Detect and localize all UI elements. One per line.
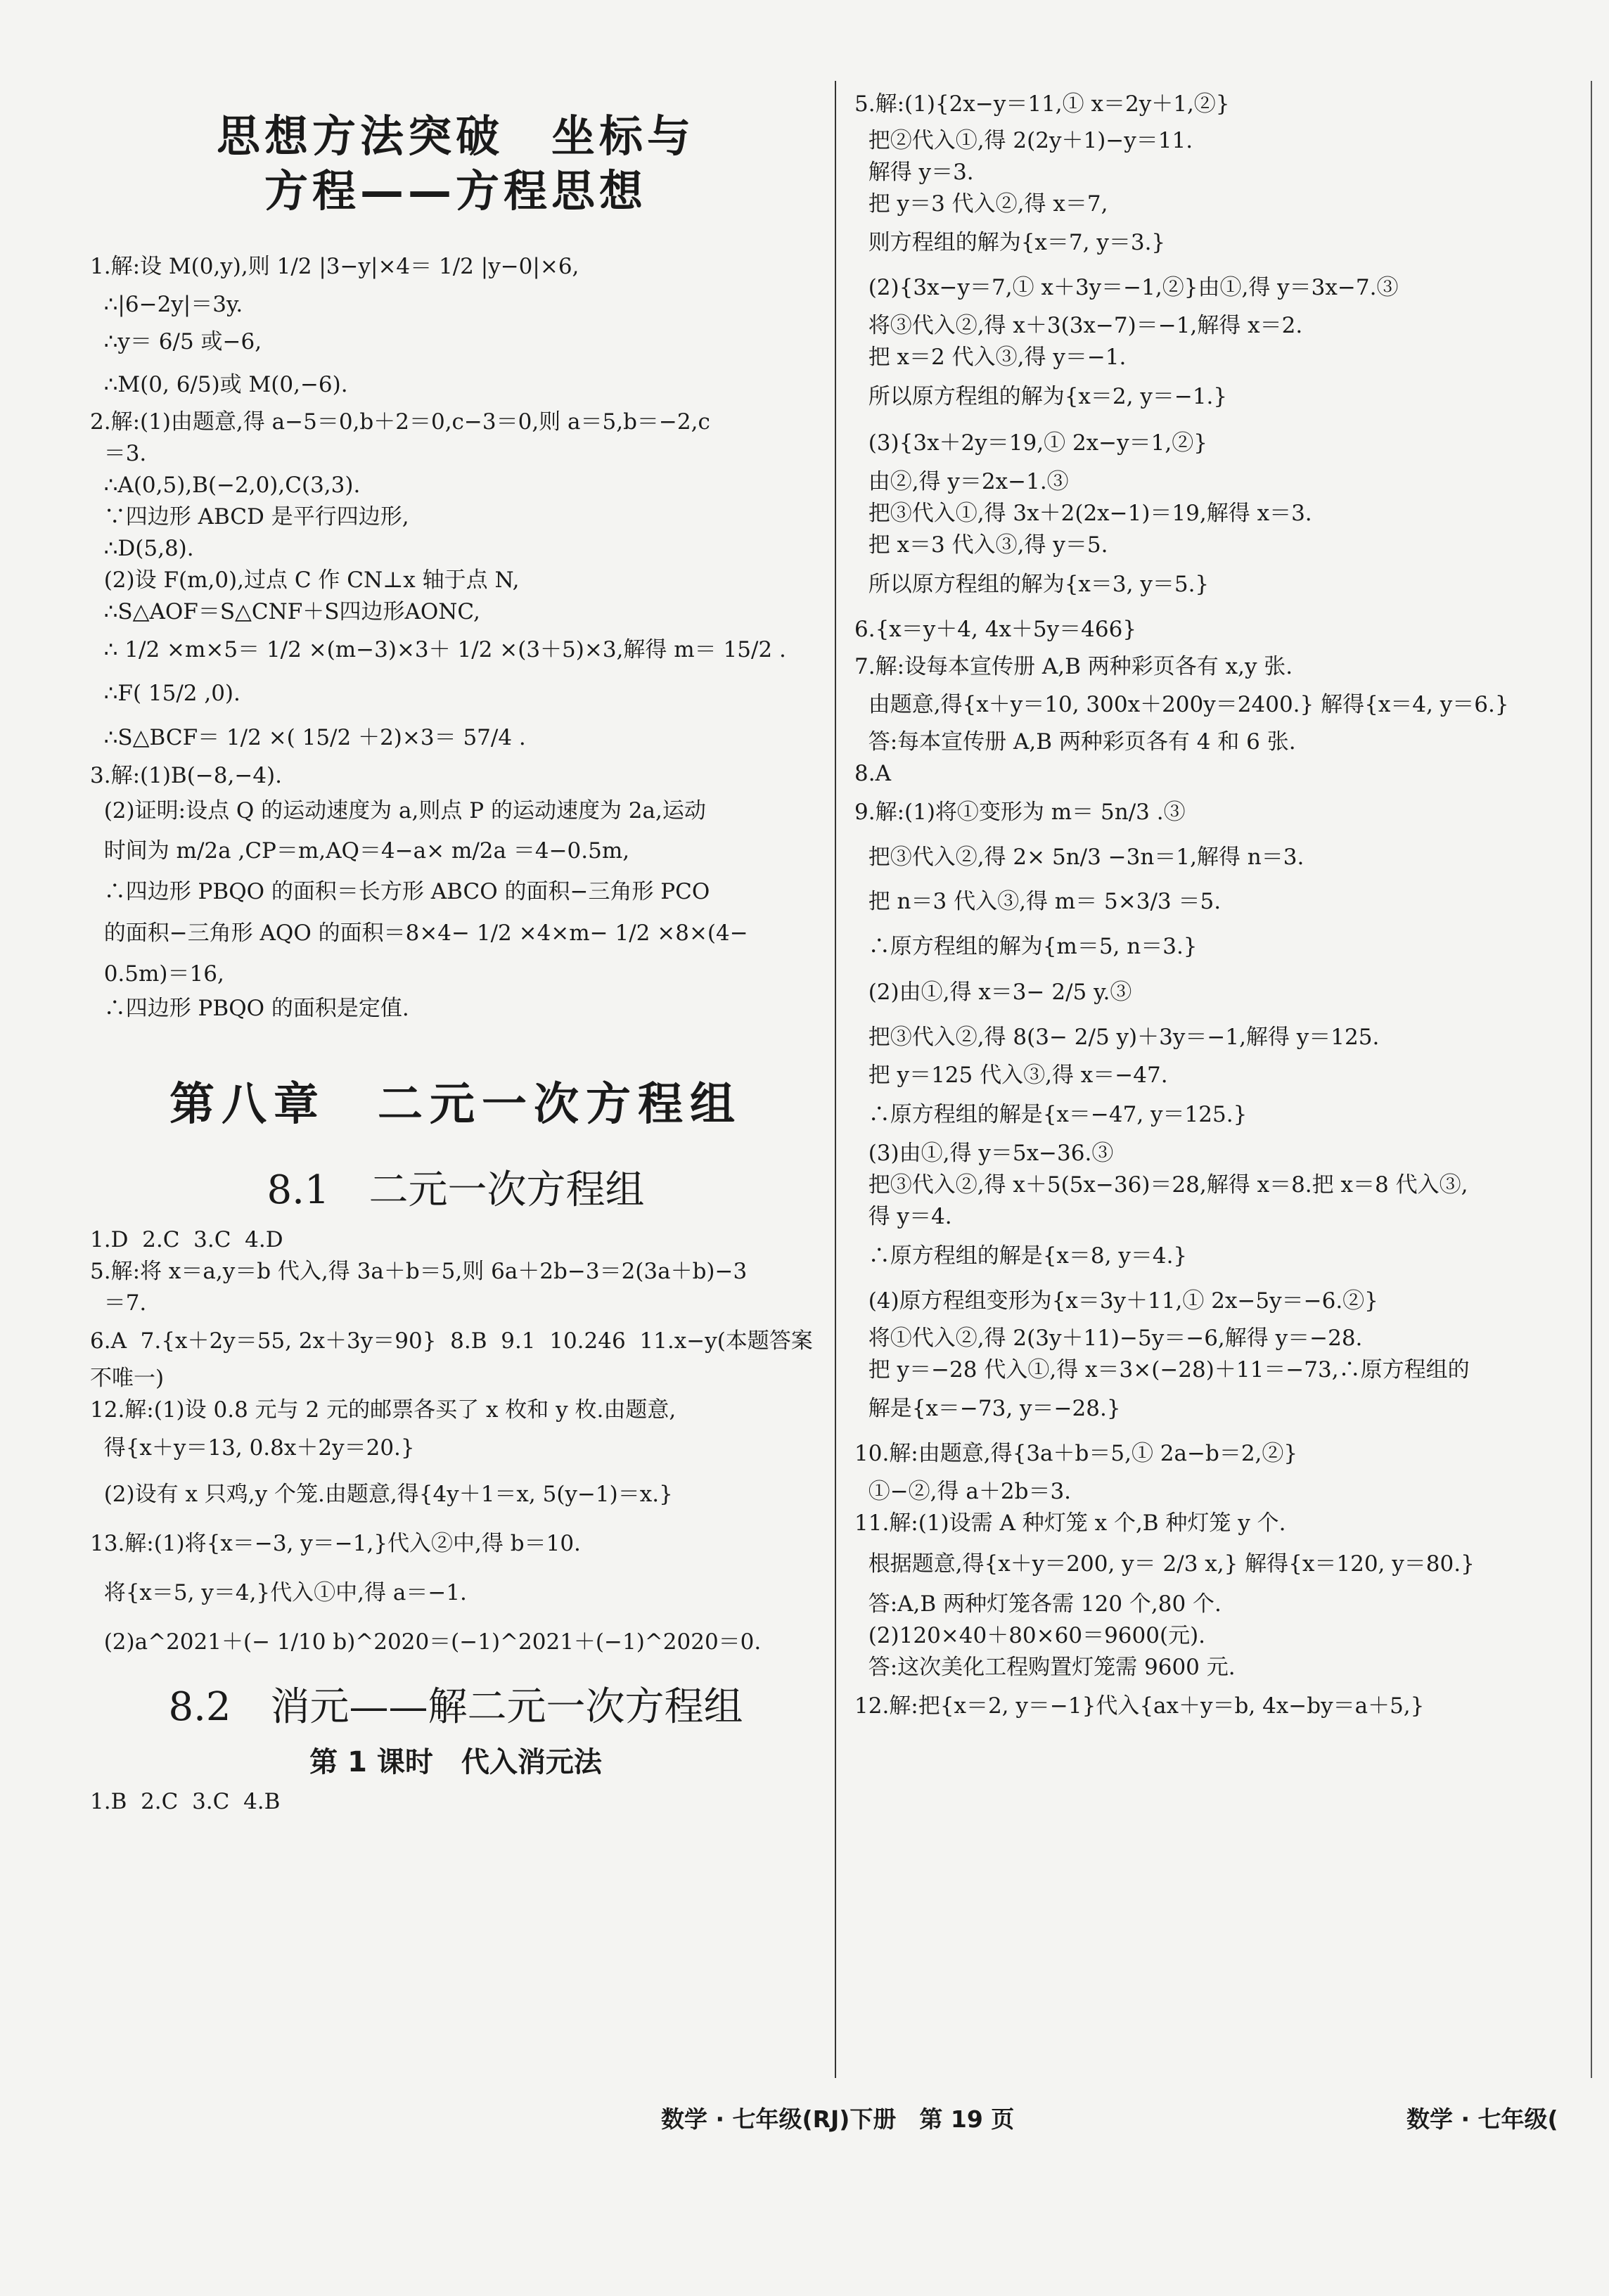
section-title-line2: 方程——方程思想 — [264, 165, 647, 217]
text-line: (3){3x＋2y＝19,① 2x−y＝1,②} — [854, 430, 1207, 456]
section-8-2-title: 8.2 消元——解二元一次方程组 — [168, 1684, 743, 1730]
text-line: 所以原方程组的解为{x＝2, y＝−1.} — [854, 384, 1228, 409]
text-line: 0.5m)＝16, — [90, 961, 224, 987]
text-line: (2){3x−y＝7,① x＋3y＝−1,②}由①,得 y＝3x−7.③ — [854, 275, 1399, 300]
text-line: 所以原方程组的解为{x＝3, y＝5.} — [854, 572, 1210, 597]
text-line: ∴F( 15/2 ,0). — [90, 681, 241, 706]
text-line: 把 y＝3 代入②,得 x＝7, — [854, 191, 1108, 217]
chapter-title: 第八章 二元一次方程组 — [169, 1079, 742, 1131]
text-line: 解得 y＝3. — [854, 160, 974, 185]
text-line: ∴原方程组的解是{x＝−47, y＝125.} — [854, 1102, 1248, 1127]
text-line: 12.解:(1)设 0.8 元与 2 元的邮票各买了 x 枚和 y 枚.由题意, — [90, 1397, 677, 1423]
text-line: ∴S△BCF＝ 1/2 ×( 15/2 ＋2)×3＝ 57/4 . — [90, 725, 526, 750]
section-8-1-title: 8.1 二元一次方程组 — [267, 1167, 645, 1213]
text-line: 将{x＝5, y＝4,}代入①中,得 a＝−1. — [90, 1580, 467, 1605]
text-line: 不唯一) — [90, 1366, 165, 1391]
text-line: 把 n＝3 代入③,得 m＝ 5×3/3 ＝5. — [854, 889, 1222, 914]
page-footer-right: 数学 · 七年级( — [1406, 2105, 1558, 2133]
text-line: (2)a^2021＋(− 1/10 b)^2020＝(−1)^2021＋(−1)^2020＝0. — [90, 1629, 762, 1655]
text-line: 的面积−三角形 AQO 的面积＝8×4− 1/2 ×4×m− 1/2 ×8×(4− — [90, 921, 748, 946]
text-line: 根据题意,得{x＋y＝200, y＝ 2/3 x,} 解得{x＝120, y＝80.} — [854, 1551, 1475, 1577]
text-line: (2)证明:设点 Q 的运动速度为 a,则点 P 的运动速度为 2a,运动 — [90, 798, 706, 823]
text-line: ∴M(0, 6/5)或 M(0,−6). — [90, 372, 348, 397]
section-8-1-answers — [90, 1224, 821, 1667]
text-line: ①−②,得 a＋2b＝3. — [854, 1479, 1072, 1504]
text-line: ∴D(5,8). — [90, 536, 194, 561]
text-line: 12.解:把{x＝2, y＝−1}代入{ax＋y＝b, 4x−by＝a＋5,} — [854, 1693, 1425, 1719]
question-3 — [90, 760, 821, 1025]
text-line: ∴四边形 PBQO 的面积是定值. — [90, 996, 409, 1021]
text-line: 答:这次美化工程购置灯笼需 9600 元. — [854, 1655, 1236, 1680]
text-line: (4)原方程组变形为{x＝3y＋11,① 2x−5y＝−6.②} — [854, 1288, 1378, 1314]
text-line: 把③代入①,得 3x＋2(2x−1)＝19,解得 x＝3. — [854, 501, 1312, 526]
right-edge-rule — [1591, 81, 1592, 2078]
text-line: 由②,得 y＝2x−1.③ — [854, 469, 1069, 494]
text-line: 答:A,B 两种灯笼各需 120 个,80 个. — [854, 1591, 1222, 1617]
lesson-1-title: 第 1 课时 代入消元法 — [309, 1746, 602, 1778]
left-column — [90, 67, 821, 1818]
text-line: 则方程组的解为{x＝7, y＝3.} — [854, 230, 1166, 255]
text-line: 由题意,得{x＋y＝10, 300x＋200y＝2400.} 解得{x＝4, y＝6.} — [854, 692, 1509, 717]
text-line: (3)由①,得 y＝5x−36.③ — [854, 1141, 1114, 1166]
text-line: 把②代入①,得 2(2y＋1)−y＝11. — [854, 128, 1193, 153]
text-line: 13.解:(1)将{x＝−3, y＝−1,}代入②中,得 b＝10. — [90, 1531, 581, 1556]
text-line: ＝3. — [90, 441, 147, 466]
text-line: 5.解:将 x＝a,y＝b 代入,得 3a＋b＝5,则 6a＋2b−3＝2(3a＋b)−3 — [90, 1259, 748, 1284]
text-line: 6.A 7.{x＋2y＝55, 2x＋3y＝90} 8.B 9.1 10.246 11.x−y(本题答案 — [90, 1328, 813, 1354]
text-line: ∴S△AOF＝S△CNF＋S四边形AONC, — [90, 599, 480, 624]
text-line: (2)设有 x 只鸡,y 个笼.由题意,得{4y＋1＝x, 5(y−1)＝x.} — [90, 1482, 673, 1507]
text-line: 9.解:(1)将①变形为 m＝ 5n/3 .③ — [854, 800, 1186, 825]
text-line: ＝7. — [90, 1290, 147, 1316]
text-line: ∴原方程组的解是{x＝8, y＝4.} — [854, 1243, 1188, 1269]
text-line: ∴|6−2y|＝3y. — [90, 292, 243, 317]
text-line: ∴ 1/2 ×m×5＝ 1/2 ×(m−3)×3＋ 1/2 ×(3＋5)×3,解得 m＝ 15/2 . — [90, 637, 786, 662]
text-line: 把 y＝−28 代入①,得 x＝3×(−28)＋11＝−73,∴原方程组的 — [854, 1357, 1470, 1383]
question-2 — [90, 406, 821, 760]
text-line: 把③代入②,得 x＋5(5x−36)＝28,解得 x＝8.把 x＝8 代入③, — [854, 1172, 1468, 1198]
text-line: ∵四边形 ABCD 是平行四边形, — [90, 504, 409, 530]
text-line: (2)设 F(m,0),过点 C 作 CN⊥x 轴于点 N, — [90, 567, 520, 593]
text-line: 得 y＝4. — [854, 1204, 952, 1229]
text-line: (2)由①,得 x＝3− 2/5 y.③ — [854, 980, 1132, 1005]
text-line: ∴A(0,5),B(−2,0),C(3,3). — [90, 473, 361, 498]
text-line: 3.解:(1)B(−8,−4). — [90, 763, 283, 788]
text-line: 10.解:由题意,得{3a＋b＝5,① 2a−b＝2,②} — [854, 1441, 1298, 1466]
text-line: 7.解:设每本宣传册 A,B 两种彩页各有 x,y 张. — [854, 654, 1293, 679]
question-1 — [90, 244, 821, 406]
section-title-line1: 思想方法突破 坐标与 — [216, 110, 695, 162]
text-line: 1.B 2.C 3.C 4.B — [90, 1789, 281, 1814]
text-line: (2)120×40＋80×60＝9600(元). — [854, 1623, 1206, 1648]
text-line: 解是{x＝−73, y＝−28.} — [854, 1396, 1121, 1421]
text-line: ∴四边形 PBQO 的面积＝长方形 ABCO 的面积−三角形 PCO — [90, 879, 710, 904]
text-line: 把③代入②,得 8(3− 2/5 y)＋3y＝−1,解得 y＝125. — [854, 1025, 1380, 1050]
text-line: 把 y＝125 代入③,得 x＝−47. — [854, 1063, 1168, 1088]
right-column — [854, 83, 1582, 1729]
text-line: 5.解:(1){2x−y＝11,① x＝2y＋1,②} — [854, 91, 1230, 117]
text-line: 将③代入②,得 x＋3(3x−7)＝−1,解得 x＝2. — [854, 313, 1303, 338]
text-line: 2.解:(1)由题意,得 a−5＝0,b＋2＝0,c−3＝0,则 a＝5,b＝−2,c — [90, 409, 710, 435]
text-line: ∴原方程组的解为{m＝5, n＝3.} — [854, 934, 1198, 959]
page-footer-left: 数学 · 七年级(RJ)下册 第 19 页 — [661, 2105, 1015, 2133]
text-line: ∴y＝ 6/5 或−6, — [90, 329, 262, 354]
column-divider — [835, 81, 836, 2078]
text-line: 时间为 m/2a ,CP＝m,AQ＝4−a× m/2a ＝4−0.5m, — [90, 838, 630, 864]
text-line: 将①代入②,得 2(3y＋11)−5y＝−6,解得 y＝−28. — [854, 1326, 1363, 1351]
text-line: 11.解:(1)设需 A 种灯笼 x 个,B 种灯笼 y 个. — [854, 1511, 1286, 1536]
text-line: 6.{x＝y＋4, 4x＋5y＝466} — [854, 617, 1137, 642]
text-line: 把 x＝3 代入③,得 y＝5. — [854, 532, 1108, 558]
text-line: 得{x＋y＝13, 0.8x＋2y＝20.} — [90, 1435, 415, 1461]
text-line: 把 x＝2 代入③,得 y＝−1. — [854, 345, 1127, 370]
text-line: 1.解:设 M(0,y),则 1/2 |3−y|×4＝ 1/2 |y−0|×6, — [90, 254, 579, 279]
text-line: 把③代入②,得 2× 5n/3 −3n＝1,解得 n＝3. — [854, 845, 1304, 870]
text-line: 8.A — [854, 761, 891, 786]
text-line: 答:每本宣传册 A,B 两种彩页各有 4 和 6 张. — [854, 729, 1296, 755]
text-line: 1.D 2.C 3.C 4.D — [90, 1227, 283, 1252]
